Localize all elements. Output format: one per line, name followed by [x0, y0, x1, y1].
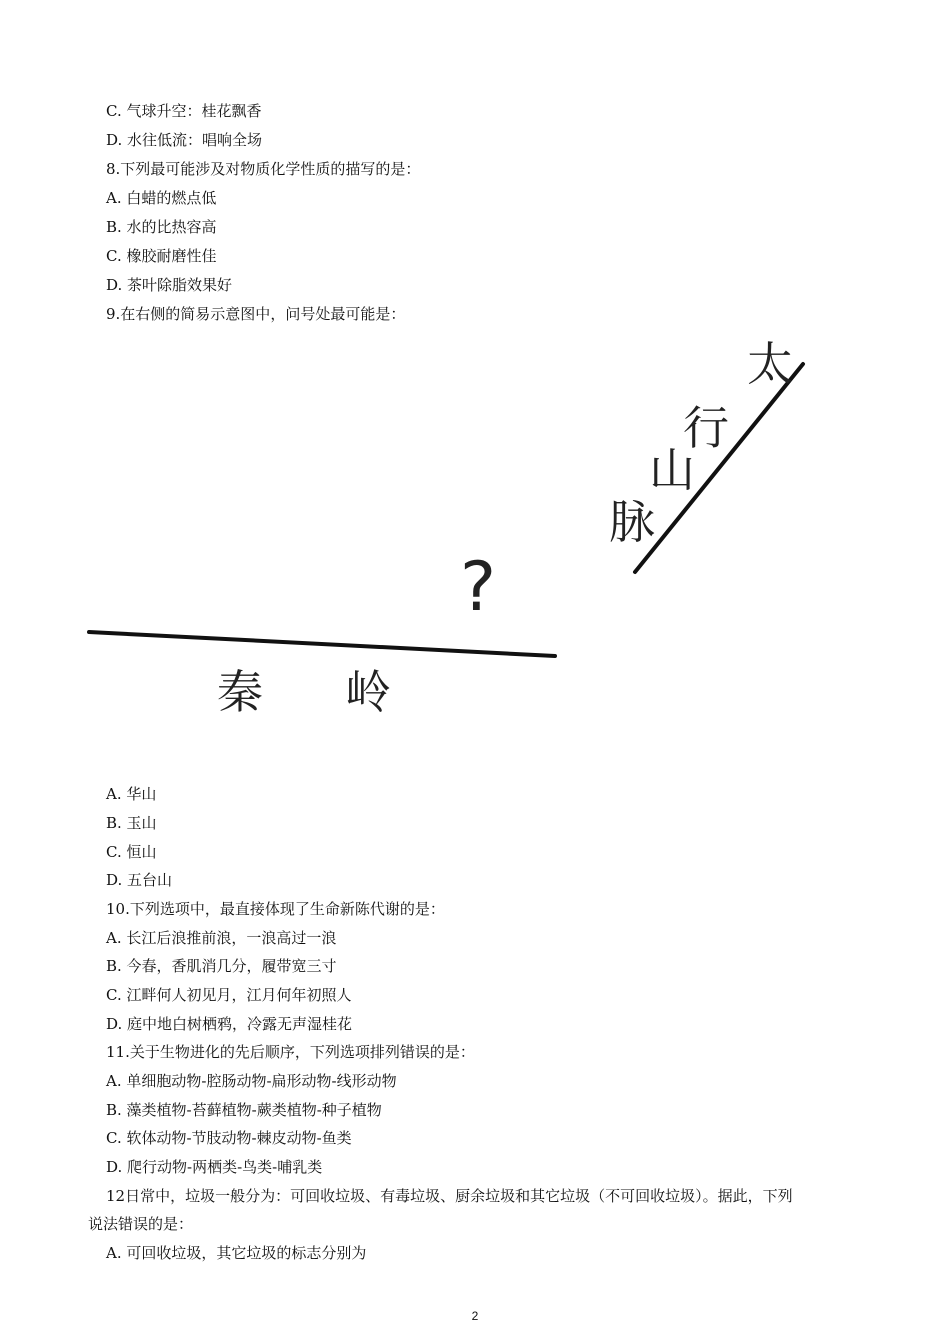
qinling-char-1: 秦: [217, 665, 263, 716]
q7-option-d: D. 水往低流：唱响全场: [106, 131, 263, 149]
q10-option-a: A. 长江后浪推前浪，一浪高过一浪: [106, 929, 337, 947]
q11-option-a: A. 单细胞动物-腔肠动物-扁形动物-线形动物: [106, 1072, 397, 1090]
q8-option-b: B. 水的比热容高: [106, 218, 217, 236]
taihang-char-4: 脉: [609, 495, 655, 549]
q11-option-d: D. 爬行动物-两栖类-鸟类-哺乳类: [106, 1158, 323, 1176]
q11-question: 11.关于生物进化的先后顺序，下列选项排列错误的是：: [106, 1043, 475, 1061]
qinling-mountains-line: [89, 632, 555, 656]
q12-question-line1: 12日常中，垃圾一般分为：可回收垃圾、有毒垃圾、厨余垃圾和其它垃圾（不可回收垃圾）。据此，下列: [106, 1187, 793, 1205]
q11-option-c: C. 软体动物-节肢动物-棘皮动物-鱼类: [106, 1129, 352, 1147]
q10-option-c: C. 江畔何人初见月，江月何年初照人: [106, 986, 352, 1004]
q8-option-d: D. 茶叶除脂效果好: [106, 276, 233, 294]
qinling-char-2: 岭: [345, 665, 391, 716]
q10-option-b: B. 今春，香肌消几分，履带宽三寸: [106, 957, 337, 975]
q9-diagram: [87, 336, 807, 716]
q11-option-b: B. 藻类植物-苔藓植物-蕨类植物-种子植物: [106, 1101, 382, 1119]
page-number: 2: [471, 1309, 479, 1323]
q7-option-c: C. 气球升空：桂花飘香: [106, 102, 262, 120]
q9-option-a: A. 华山: [106, 785, 157, 803]
q8-question: 8.下列最可能涉及对物质化学性质的描写的是：: [106, 160, 421, 178]
taihang-char-3: 山: [649, 443, 695, 497]
question-mark: ?: [460, 548, 497, 627]
taihang-char-1: 太: [747, 337, 793, 391]
q10-option-d: D. 庭中地白树栖鸦，冷露无声湿桂花: [106, 1015, 353, 1033]
q10-question: 10.下列选项中，最直接体现了生命新陈代谢的是：: [106, 900, 445, 918]
q9-option-c: C. 恒山: [106, 843, 157, 861]
q9-question: 9.在右侧的简易示意图中，问号处最可能是：: [106, 305, 406, 323]
q9-option-b: B. 玉山: [106, 814, 157, 832]
q8-option-a: A. 白蜡的燃点低: [106, 189, 217, 207]
q12-question-line2: 说法错误的是：: [88, 1215, 194, 1233]
q9-option-d: D. 五台山: [106, 871, 173, 889]
q8-option-c: C. 橡胶耐磨性佳: [106, 247, 217, 265]
taihang-char-2: 行: [683, 401, 729, 455]
q12-option-a: A. 可回收垃圾，其它垃圾的标志分别为: [106, 1244, 367, 1262]
